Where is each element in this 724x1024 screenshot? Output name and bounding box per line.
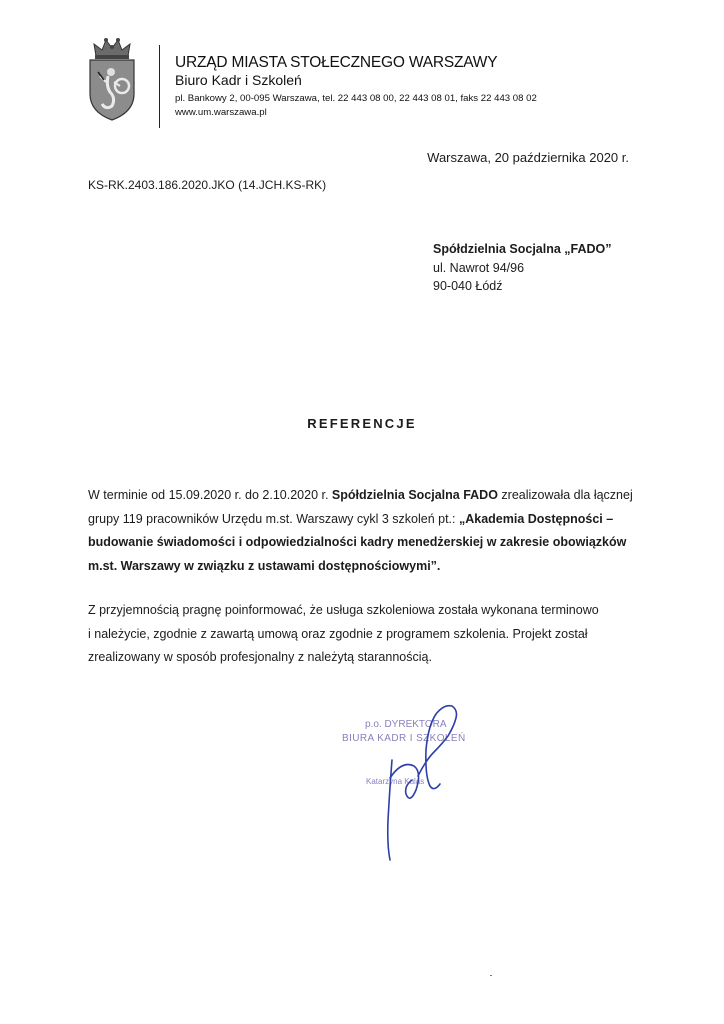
- document-title: REFERENCJE: [307, 416, 417, 431]
- institution-website: www.um.warszawa.pl: [175, 107, 267, 118]
- paragraph-1-line-3: budowanie świadomości i odpowiedzialności kadry menedżerskiej w zakresie obowiązków: [88, 535, 627, 549]
- letter-date: Warszawa, 20 października 2020 r.: [427, 150, 629, 165]
- header-divider: [159, 45, 160, 128]
- stamp-line-2: BIURA KADR I SZKOLEŃ: [342, 733, 466, 744]
- reference-number: KS-RK.2403.186.2020.JKO (14.JCH.KS-RK): [88, 178, 327, 192]
- text-span: grupy 119 pracowników Urzędu m.st. Warszawy cykl 3 szkoleń pt.:: [88, 511, 459, 526]
- institution-name: URZĄD MIASTA STOŁECZNEGO WARSZAWY: [175, 54, 498, 71]
- paragraph-2: [88, 599, 648, 670]
- institution-address: pl. Bankowy 2, 00-095 Warszawa, tel. 22 443 08 00, 22 443 08 01, faks 22 443 08 02: [175, 93, 537, 104]
- recipient-city: 90-040 Łódź: [433, 279, 503, 293]
- training-title: „Akademia Dostępności –: [458, 511, 614, 526]
- warsaw-coat-of-arms-icon: [84, 36, 140, 122]
- paragraph-1-line-4: m.st. Warszawy w związku z ustawami dostępnościowymi”.: [88, 558, 441, 573]
- paragraph-2-line-3: zrealizowany w sposób profesjonalny z należytą starannością.: [88, 650, 432, 664]
- scan-speck: [490, 975, 492, 976]
- stamp-line-1: p.o. DYREKTORA: [365, 719, 447, 730]
- recipient-street: ul. Nawrot 94/96: [433, 260, 525, 275]
- recipient-address: [433, 240, 612, 296]
- handwritten-signature: [330, 690, 510, 880]
- paragraph-1-line-1: [88, 484, 648, 508]
- text-span: W terminie od 15.09.2020 r. do 2.10.2020 r.: [88, 488, 332, 502]
- paragraph-2-line-1: Z przyjemnością pragnę poinformować, że usługa szkoleniowa została wykonana terminowo: [88, 603, 599, 617]
- letterhead: [175, 54, 537, 120]
- paragraph-1-line-2: [88, 508, 648, 532]
- recipient-name: Spółdzielnia Socjalna „FADO”: [433, 242, 612, 256]
- stamp-line-3: Katarzyna Kulas: [366, 777, 425, 786]
- paragraph-1: [88, 484, 648, 578]
- text-span: zrealizowała dla łącznej: [497, 488, 633, 502]
- department-name: Biuro Kadr i Szkoleń: [175, 72, 302, 88]
- organization-name: Spółdzielnia Socjalna FADO: [331, 488, 498, 502]
- paragraph-2-line-2: i należycie, zgodnie z zawartą umową oraz zgodnie z programem szkolenia. Projekt został: [88, 626, 588, 641]
